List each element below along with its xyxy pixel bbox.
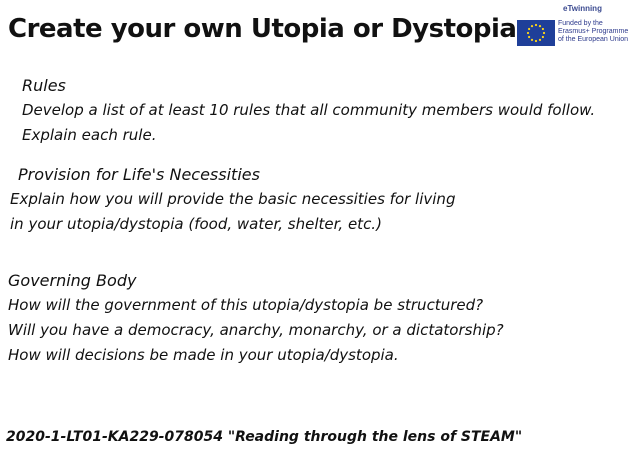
section-line: Develop a list of at least 10 rules that all community members would follow.: [22, 101, 596, 119]
funding-line-3: of the European Union: [558, 36, 629, 43]
section-line: in your utopia/dystopia (food, water, shelter, etc.): [10, 215, 382, 233]
section-line: Will you have a democracy, anarchy, monarchy, or a dictatorship?: [8, 321, 504, 339]
etwinning-logo: [563, 4, 602, 13]
etwinning-label: eTwinning: [563, 4, 602, 13]
page-title: Create your own Utopia or Dystopia: [8, 14, 517, 44]
eu-erasmus-badge: [517, 4, 635, 48]
section-heading: Provision for Life's Necessities: [18, 165, 260, 184]
section-line: How will the government of this utopia/dystopia be structured?: [8, 296, 484, 314]
section-line: Explain each rule.: [22, 126, 157, 144]
project-reference: 2020-1-LT01-KA229-078054 "Reading through the lens of STEAM": [6, 429, 523, 445]
section-line: Explain how you will provide the basic necessities for living: [10, 190, 456, 208]
eu-flag-icon: [517, 20, 555, 46]
section-heading: Rules: [22, 76, 66, 95]
funding-line-1: Funded by the: [558, 20, 603, 27]
section-line: How will decisions be made in your utopia/dystopia.: [8, 346, 399, 364]
funding-statement: [558, 20, 628, 44]
funding-line-2: Erasmus+ Programme: [558, 28, 629, 35]
section-heading: Governing Body: [8, 271, 137, 290]
